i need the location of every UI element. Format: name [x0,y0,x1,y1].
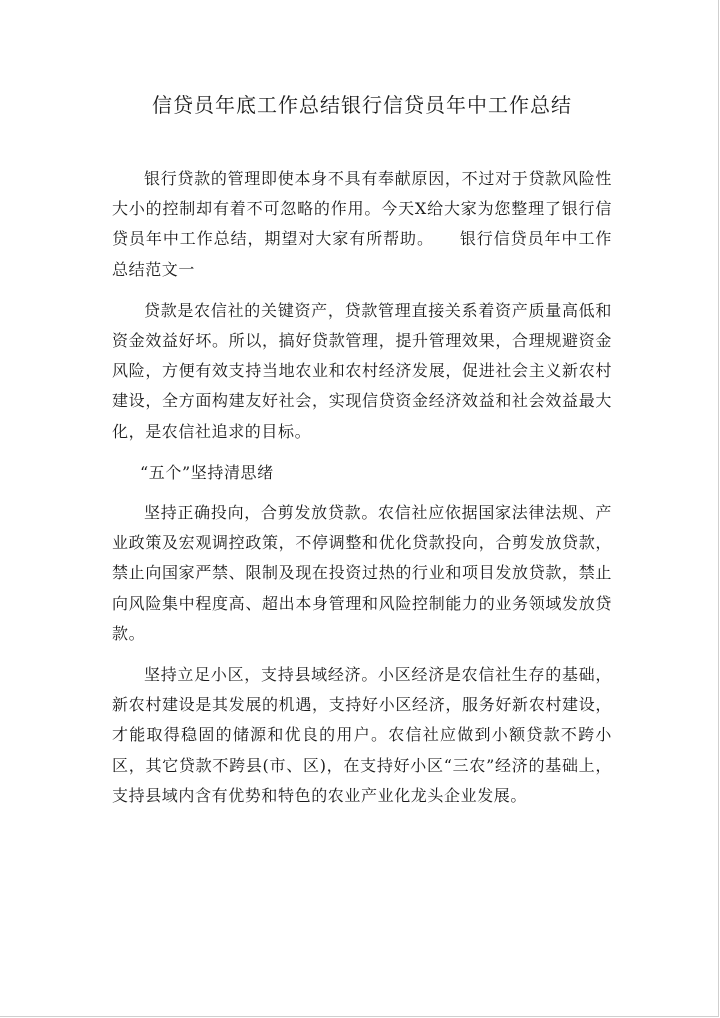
intro-paragraph: 银行贷款的管理即使本身不具有奉献原因，不过对于贷款风险性大小的控制却有着不可忽略的作用。今天X给大家为您整理了银行信贷员年中工作总结，期望对大家有所帮助。 银行信贷员年中工作总结范文一 [112,169,612,279]
loan-direction-paragraph: 坚持正确投向，合剪发放贷款。农信社应依据国家法律法规、产业政策及宏观调控政策，不停调整和优化贷款投向，合剪发放贷款，禁止向国家严禁、限制及现在投资过热的行业和项目发放贷款，禁止向风险集中程度高、超出本身管理和风险控制能力的业务领域发放贷款。 [112,503,612,643]
loan-importance-paragraph: 贷款是农信社的关键资产，贷款管理直接关系着资产质量高低和资金效益好坏。所以，搞好贷款管理，提升管理效果，合理规避资金风险，方便有效支持当地农业和农村经济发展，促进社会主义新农村建设，全方面构建友好社会，实现信贷资金经济效益和社会效益最大化，是农信社追求的目标。 [112,300,612,441]
section-heading: “五个”坚持清思绪 [140,462,274,482]
community-economy-paragraph: 坚持立足小区，支持县域经济。小区经济是农信社生存的基础，新农村建设是其发展的机遇，支持好小区经济，服务好新农村建设，才能取得稳固的储源和优良的用户。农信社应做到小额贷款不跨小区，其它贷款不跨县(市、区)，在支持好小区“三农”经济的基础上，支持县域内含有优势和特色的农业产业化龙头企业发展。 [112,665,612,805]
document-title: 信贷员年底工作总结银行信贷员年中工作总结 [152,93,572,117]
document-body [112,90,612,822]
